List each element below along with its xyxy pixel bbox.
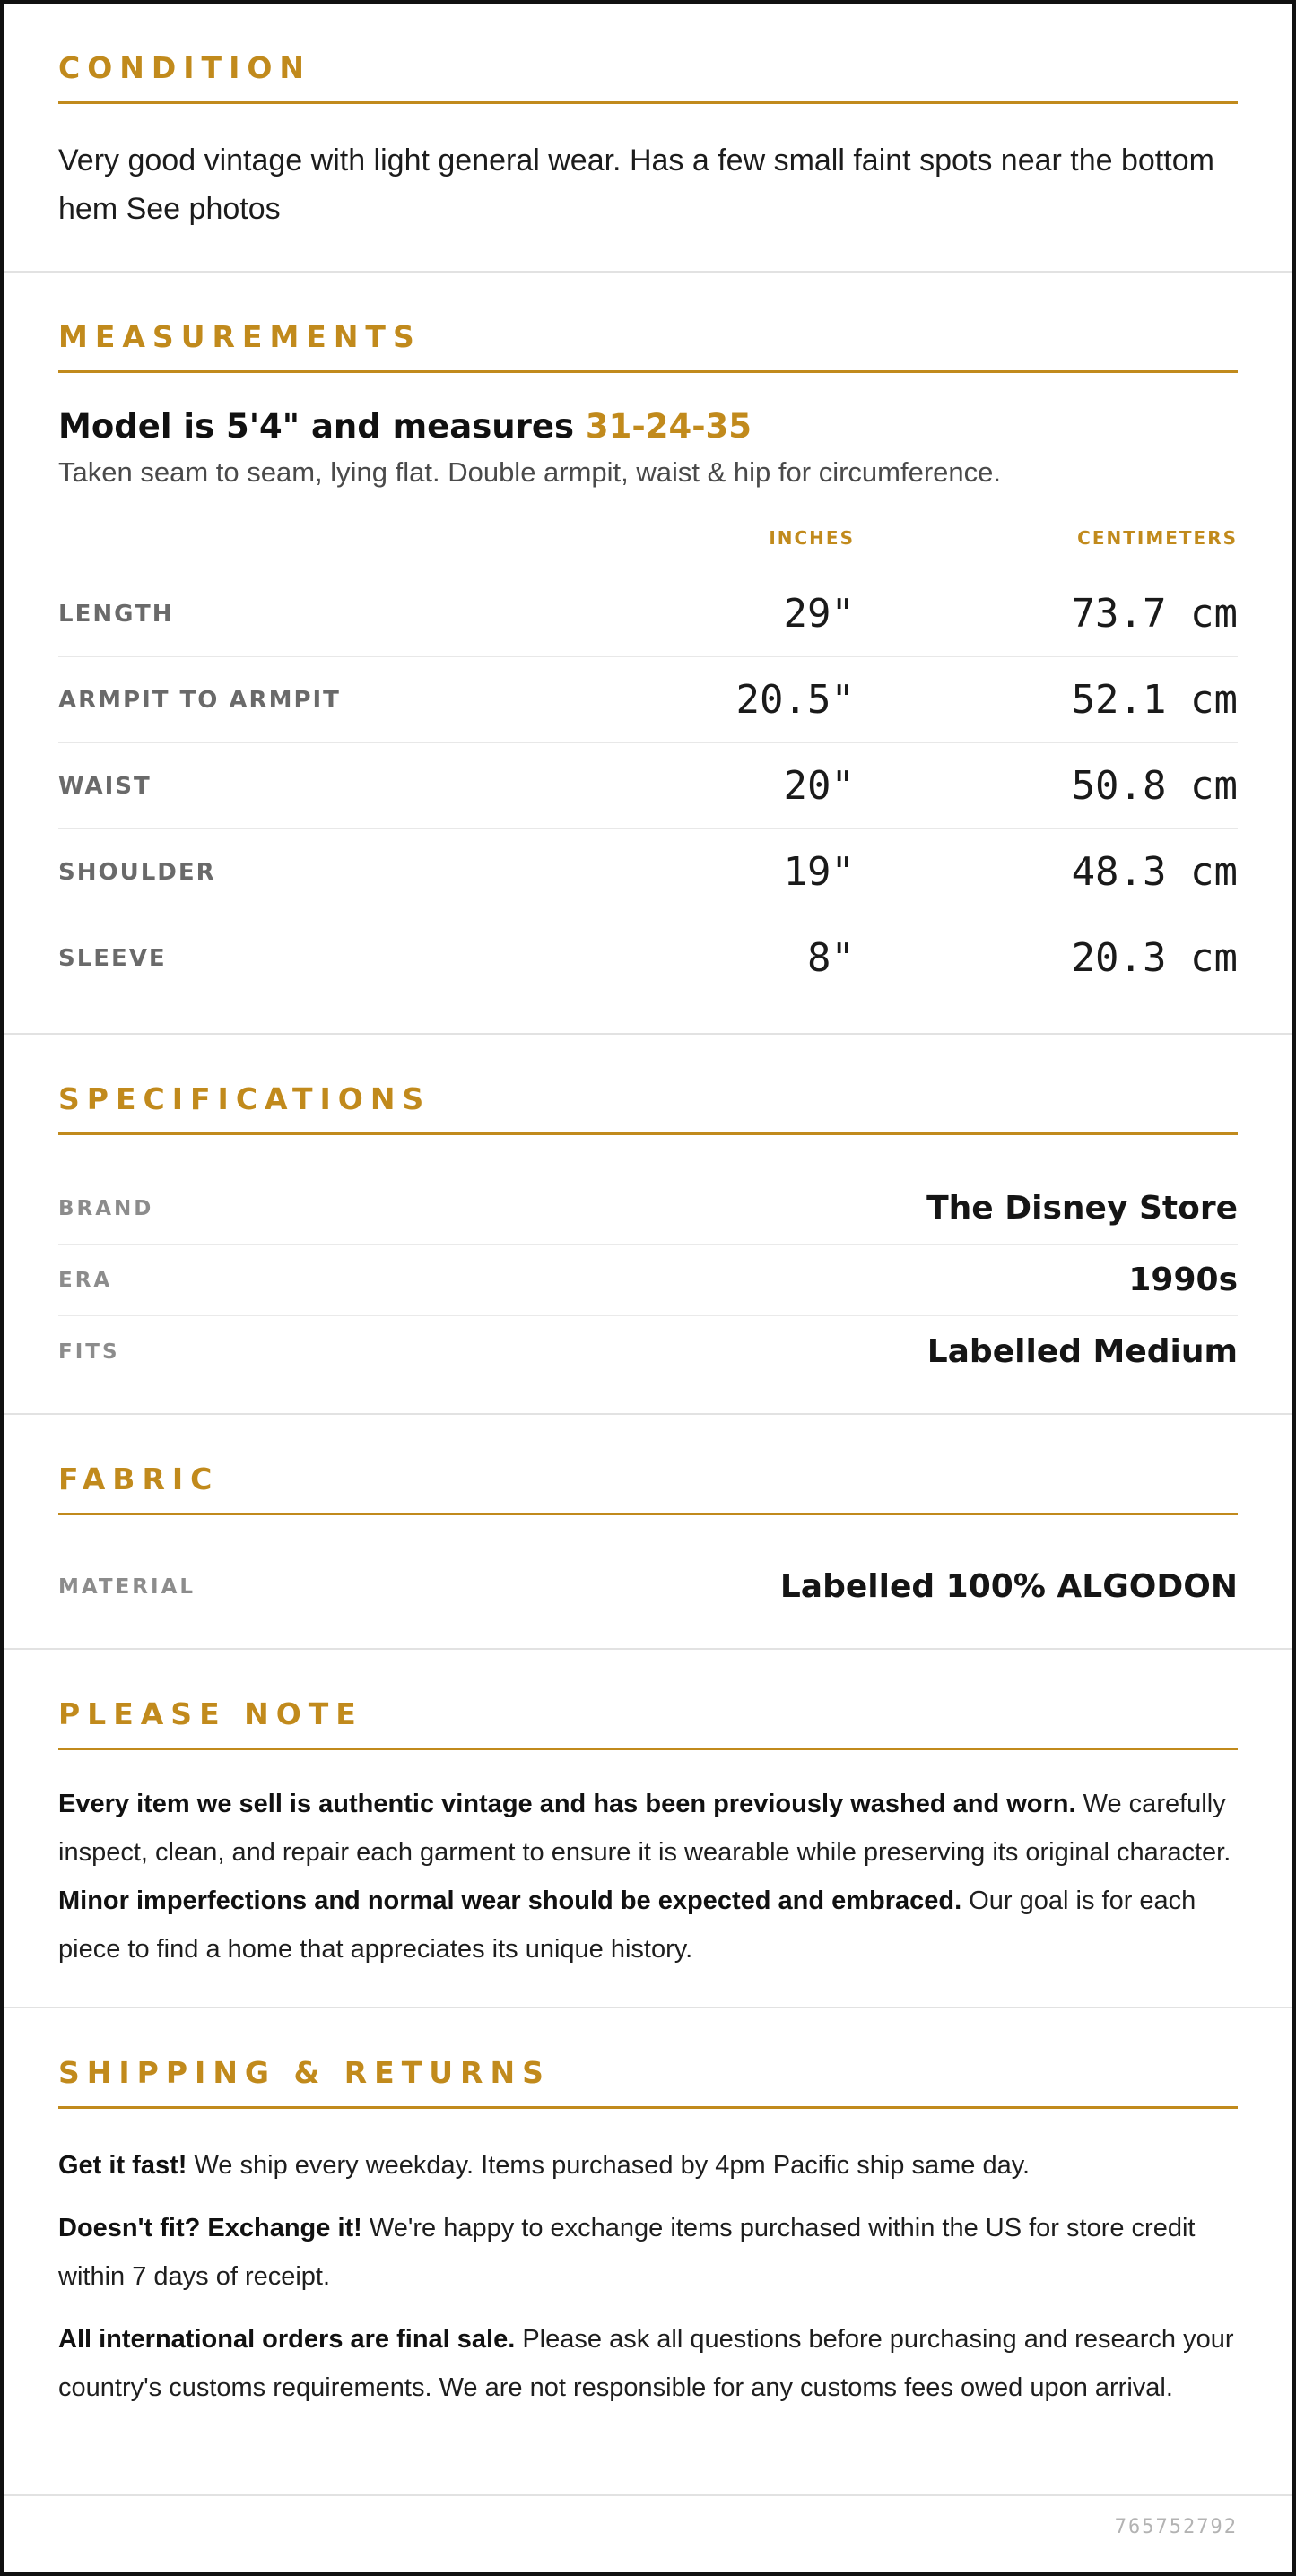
measurement-row [58,657,1238,743]
material-value: Labelled 100% ALGODON [779,1568,1238,1605]
measurement-inches: 29" [783,591,855,637]
shipping-p3-bold: All international orders are final sale. [58,2325,516,2354]
shipping-paragraph-2 [58,2204,1238,2301]
spec-row-brand [58,1173,1238,1245]
spec-label: BRAND [58,1197,154,1220]
shipping-p2-bold: Doesn't fit? Exchange it! [58,2214,362,2242]
spec-value: The Disney Store [926,1190,1238,1227]
measurement-cm: 50.8 cm [1071,763,1238,809]
condition-text: Very good vintage with light general wear. Has a few small faint spots near the bottom hem See photos [58,143,1214,226]
condition-heading: CONDITION [58,50,1238,104]
shipping-paragraph-1 [58,2141,1238,2190]
spec-row-fits [58,1316,1238,1388]
please-note-text-2: Our goal is for each piece to find a home that appreciates its unique history. [58,1886,1196,1964]
material-row [58,1551,1238,1623]
measurements-table [58,571,1238,1002]
please-note-section [4,1650,1292,2008]
measurement-row [58,571,1238,657]
please-note-heading: PLEASE NOTE [58,1696,1238,1750]
model-info [58,404,1238,449]
specifications-section [4,1035,1292,1415]
spec-label: ERA [58,1269,113,1292]
measurements-heading: MEASUREMENTS [58,319,1238,373]
measurement-cm: 20.3 cm [1071,935,1238,981]
specifications-table [58,1173,1238,1388]
fabric-heading: FABRIC [58,1461,1238,1515]
measurement-row [58,829,1238,915]
model-info-prefix: Model is 5'4" and measures [58,407,586,446]
measurement-label: LENGTH [58,601,174,628]
spec-value: 1990s [1128,1262,1238,1298]
please-note-bold-2: Minor imperfections and normal wear should be expected and embraced. [58,1886,962,1915]
shipping-p3-text: Please ask all questions before purchasing and research your country's customs requirements. We are not responsible for any customs fees owed upon arrival. [58,2325,1234,2402]
shipping-paragraph-3 [58,2315,1238,2412]
measurement-label: WAIST [58,773,152,800]
measurement-row [58,743,1238,829]
please-note-text [58,1780,1238,1973]
model-measure: 31-24-35 [585,407,752,446]
measurement-inches: 19" [783,849,855,895]
shipping-section [4,2008,1292,2496]
condition-section [4,4,1292,273]
spec-row-era [58,1245,1238,1316]
please-note-text-1: We carefully inspect, clean, and repair each garment to ensure it is wearable while preserving its original character. [58,1790,1231,1867]
inches-column-header: INCHES [769,527,855,549]
fabric-section [4,1415,1292,1650]
specifications-heading: SPECIFICATIONS [58,1081,1238,1135]
measurement-cm: 73.7 cm [1071,591,1238,637]
measurement-cm: 52.1 cm [1071,677,1238,723]
measurement-inches: 8" [807,935,855,981]
measurement-cm: 48.3 cm [1071,849,1238,895]
shipping-p1-bold: Get it fast! [58,2151,187,2180]
measurement-label: SLEEVE [58,945,167,972]
measurement-inches: 20.5" [735,677,855,723]
please-note-bold-1: Every item we sell is authentic vintage and has been previously washed and worn. [58,1790,1076,1818]
measurement-row [58,915,1238,1002]
material-label: MATERIAL [58,1575,196,1599]
spec-label: FITS [58,1340,120,1364]
product-id: 765752792 [1114,2516,1238,2538]
centimeters-column-header: CENTIMETERS [1077,527,1238,549]
measurement-note: Taken seam to seam, lying flat. Double armpit, waist & hip for circumference. [58,456,1001,488]
measurements-section [4,273,1292,1035]
measurement-label: ARMPIT TO ARMPIT [58,687,341,714]
shipping-p1-text: We ship every weekday. Items purchased by 4pm Pacific ship same day. [187,2151,1031,2180]
shipping-p2-text: We're happy to exchange items purchased within the US for store credit within 7 days of receipt. [58,2214,1196,2291]
measurement-label: SHOULDER [58,859,216,886]
spec-value: Labelled Medium [926,1333,1238,1370]
shipping-heading: SHIPPING & RETURNS [58,2055,1238,2109]
measurement-inches: 20" [783,763,855,809]
